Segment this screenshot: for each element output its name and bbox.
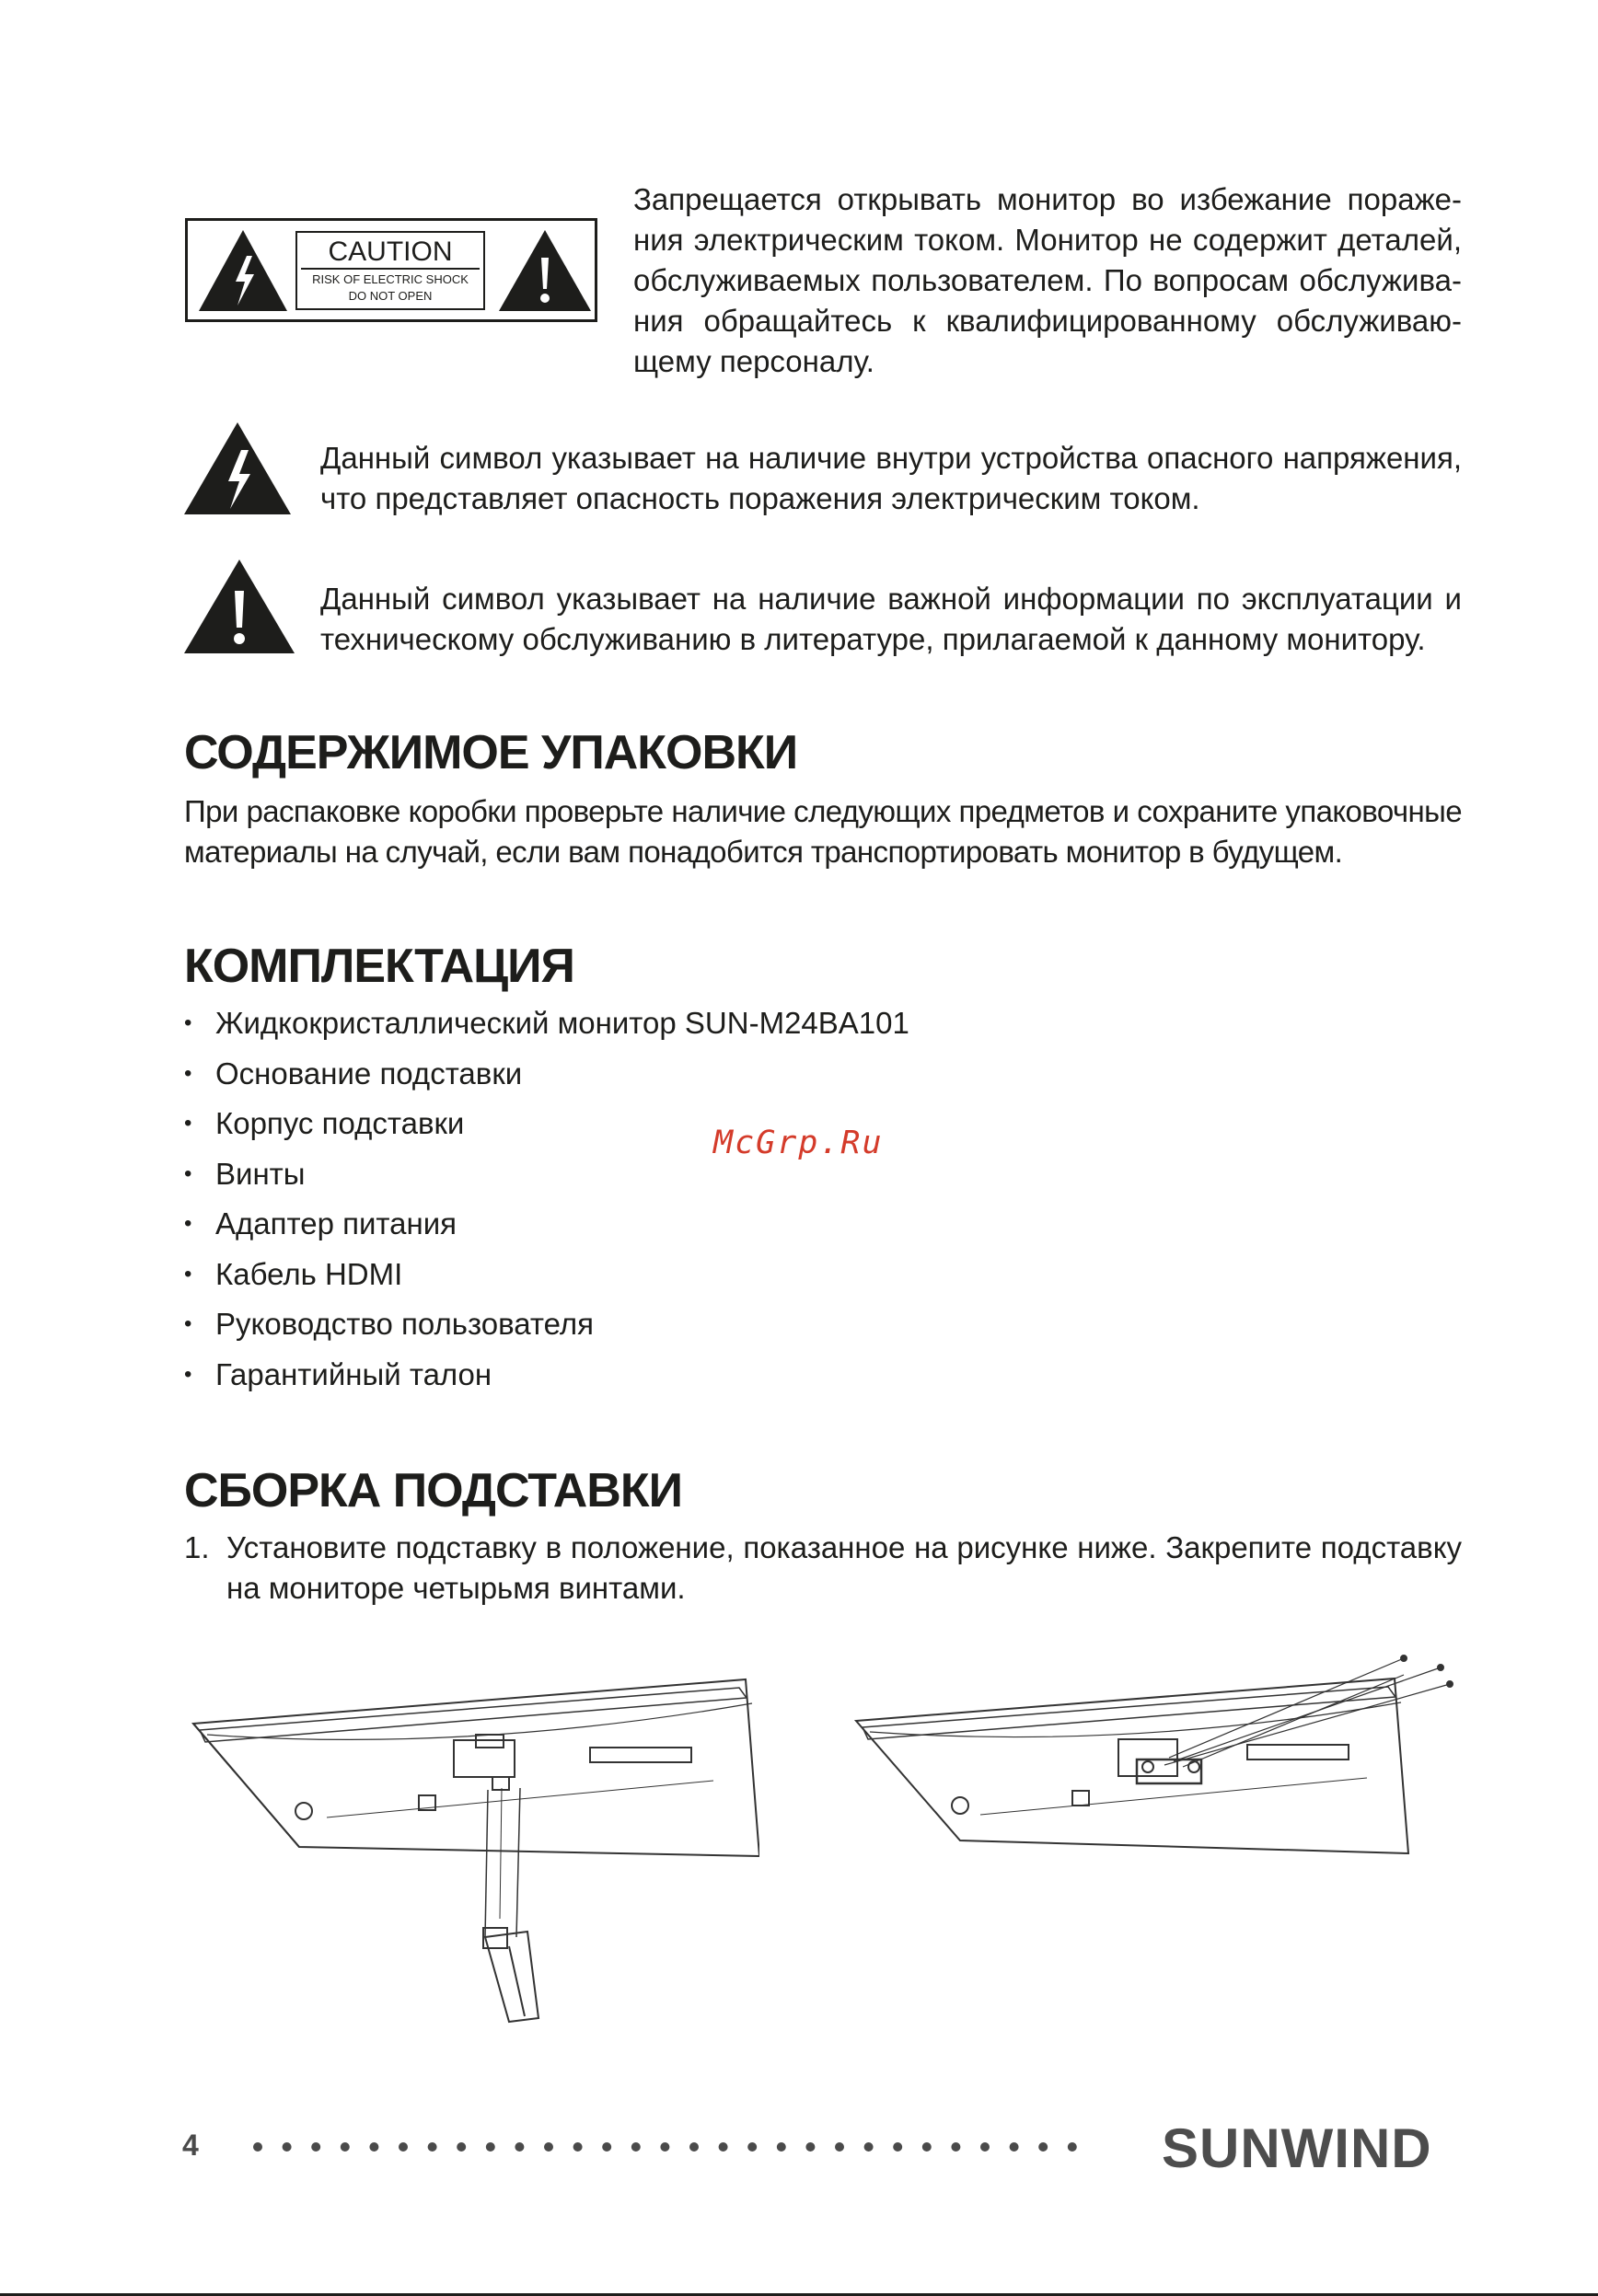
list-item: • Жидкокристаллический монитор SUN-M24BA101 [184, 1005, 1013, 1056]
list-item: • Кабель HDMI [184, 1256, 1013, 1307]
page-number: 4 [182, 2129, 199, 2162]
footer-dot [689, 2142, 699, 2152]
footer-dot [951, 2142, 960, 2152]
voltage-symbol-text: Данный символ указывает на наличие внутри устройства опасного напряжения, что представляет опасность поражения электрическим током. [320, 441, 1462, 515]
footer-dot [805, 2142, 815, 2152]
footer-dot [399, 2142, 408, 2152]
list-item: • Основание подставки [184, 1056, 1013, 1106]
footer-dot [835, 2142, 844, 2152]
intro-paragraph: Запрещается открывать монитор во избежание поражения электрическим током. Монитор не содержит деталей, обслуживаемых пользователем. По вопросам обслуживания обращайтесь к квалифицированному обслуживающему персоналу. [633, 182, 1462, 378]
footer-dot [660, 2142, 669, 2152]
monitor-stand-detached-diagram [189, 1643, 759, 2029]
footer-dot [719, 2142, 728, 2152]
footer-dot [283, 2142, 292, 2152]
list-item: • Адаптер питания [184, 1206, 1013, 1256]
footer-dot [631, 2142, 641, 2152]
footer-dot [1010, 2142, 1019, 2152]
step-number: 1. [184, 1530, 210, 1564]
footer-dot [486, 2142, 495, 2152]
caution-line-1: RISK OF ELECTRIC SHOCK [312, 272, 469, 286]
footer-dot [747, 2142, 757, 2152]
caution-label [295, 231, 485, 310]
footer-dot [864, 2142, 874, 2152]
watermark: McGrp.Ru [713, 1125, 884, 1161]
assembly-heading: СБОРКА ПОДСТАВКИ [184, 1464, 682, 1517]
caution-line-2: DO NOT OPEN [348, 289, 433, 303]
exclamation-warning-icon [497, 228, 593, 313]
footer-dot [573, 2142, 583, 2152]
list-item: • Гарантийный талон [184, 1356, 1013, 1407]
footer-dot [341, 2142, 350, 2152]
footer-dot [1038, 2142, 1048, 2152]
brand-logo: SUNWIND [1162, 2117, 1432, 2179]
caution-title: CAUTION [301, 233, 480, 270]
footer-dot [544, 2142, 553, 2152]
list-item: • Руководство пользователя [184, 1306, 1013, 1356]
footer-dot [253, 2142, 262, 2152]
footer-dot [922, 2142, 932, 2152]
step-text: Установите подставку в положение, показанное на рисунке ниже. Закрепите подставку на мониторе четырьмя винтами. [226, 1530, 1462, 1605]
footer-dot [602, 2142, 611, 2152]
footer-dot [457, 2142, 466, 2152]
contents-heading: КОМПЛЕКТАЦИЯ [184, 940, 574, 993]
footer-dot [369, 2142, 378, 2152]
footer-dot [1068, 2142, 1077, 2152]
footer-dot [311, 2142, 320, 2152]
info-symbol-text: Данный символ указывает на наличие важной информации по эксплуатации и техническому обслуживанию в литературе, прилагаемой к данному монитору. [320, 582, 1462, 656]
list-item: • Винты [184, 1156, 1013, 1206]
list-item: • Корпус подставки [184, 1105, 1013, 1156]
exclamation-symbol-icon [182, 558, 296, 655]
footer-dot-leader [249, 2133, 1114, 2161]
lightning-symbol-icon [182, 421, 293, 516]
footer-dot [777, 2142, 786, 2152]
footer-dot [980, 2142, 990, 2152]
footer-dot [515, 2142, 524, 2152]
footer-dot [893, 2142, 902, 2152]
package-heading: СОДЕРЖИМОЕ УПАКОВКИ [184, 726, 798, 779]
contents-list [184, 1005, 1013, 1406]
footer-dot [428, 2142, 437, 2152]
package-text: При распаковке коробки проверьте наличие следующих предметов и сохраните упаковочные материалы на случай, если вам понадобится транспортировать монитор в будущем. [184, 794, 1462, 869]
monitor-stand-attached-diagram [851, 1647, 1459, 1877]
lightning-warning-icon [197, 228, 289, 313]
